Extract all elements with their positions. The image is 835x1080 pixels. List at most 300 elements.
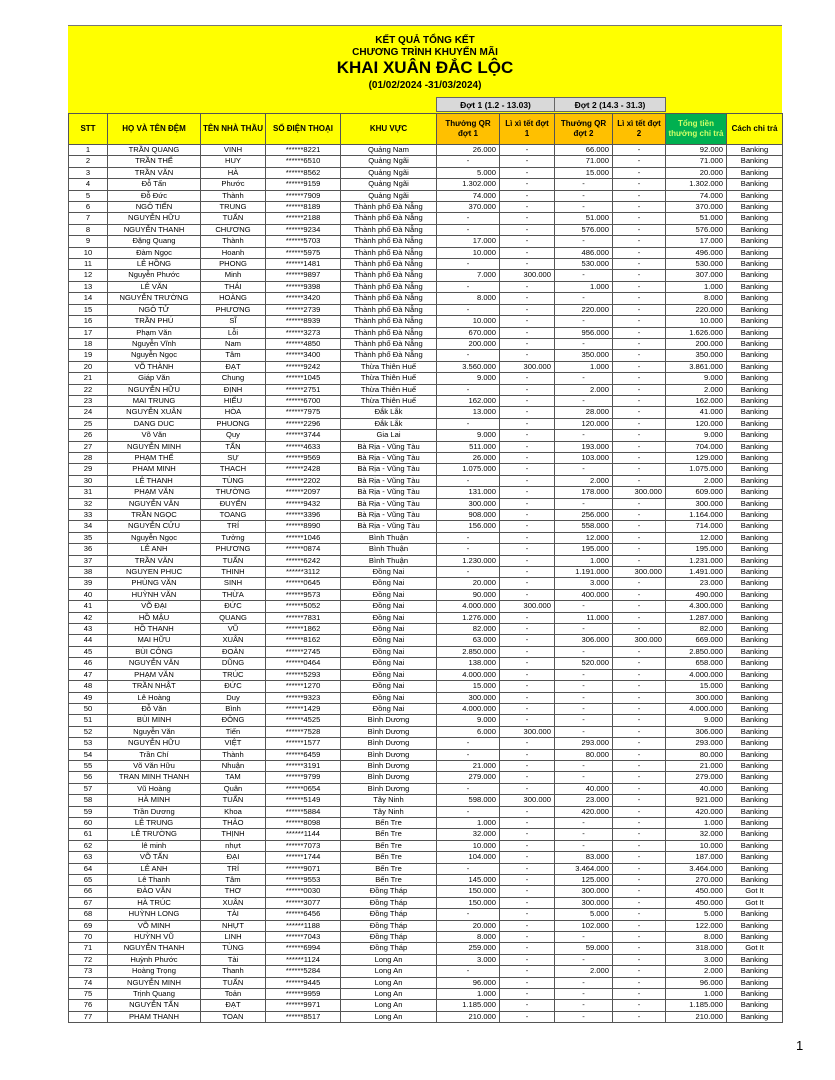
- cell-lixi2: -: [613, 954, 666, 965]
- cell-name: HÀ TRÚC: [108, 897, 201, 908]
- cell-total: 9.000: [666, 430, 727, 441]
- cell-name: LÊ VĂN: [108, 281, 201, 292]
- cell-phone: ******3273: [266, 327, 341, 338]
- cell-qr2: -: [555, 715, 613, 726]
- cell-phone: ******2428: [266, 464, 341, 475]
- cell-contractor: Toản: [201, 989, 266, 1000]
- cell-contractor: TUẤN: [201, 977, 266, 988]
- cell-total: 1.164.000: [666, 510, 727, 521]
- cell-total: 80.000: [666, 749, 727, 760]
- cell-total: 220.000: [666, 304, 727, 315]
- cell-qr2: -: [555, 293, 613, 304]
- cell-qr2: 1.000: [555, 361, 613, 372]
- cell-qr1: 1.276.000: [437, 612, 500, 623]
- table-row: [69, 1011, 783, 1022]
- cell-qr2: 3.464.000: [555, 863, 613, 874]
- cell-name: NGÔ TIẾN: [108, 202, 201, 213]
- cell-payment-method: Banking: [727, 304, 783, 315]
- cell-name: Lê Thanh: [108, 875, 201, 886]
- cell-stt: 16: [69, 316, 108, 327]
- cell-phone: ******9071: [266, 863, 341, 874]
- cell-region: Bà Rịa - Vũng Tàu: [341, 452, 437, 463]
- cell-qr1: 300.000: [437, 498, 500, 509]
- cell-stt: 58: [69, 795, 108, 806]
- table-row: [69, 418, 783, 429]
- cell-qr2: -: [555, 681, 613, 692]
- cell-contractor: TRÚC: [201, 669, 266, 680]
- col-qr2: Thưởng QR đợt 2: [555, 114, 613, 145]
- cell-name: NGÔ TỬ: [108, 304, 201, 315]
- cell-qr2: 486.000: [555, 247, 613, 258]
- cell-stt: 12: [69, 270, 108, 281]
- cell-lixi1: -: [500, 897, 555, 908]
- cell-contractor: THƯỜNG: [201, 487, 266, 498]
- cell-stt: 32: [69, 498, 108, 509]
- cell-contractor: TẤN: [201, 441, 266, 452]
- cell-total: 669.000: [666, 635, 727, 646]
- table-row: [69, 555, 783, 566]
- table-row: [69, 384, 783, 395]
- cell-lixi1: 300.000: [500, 270, 555, 281]
- cell-lixi2: 300.000: [613, 635, 666, 646]
- cell-name: Hoàng Trọng: [108, 966, 201, 977]
- cell-total: 530.000: [666, 259, 727, 270]
- cell-phone: ******0464: [266, 658, 341, 669]
- cell-contractor: HUY: [201, 156, 266, 167]
- cell-region: Đồng Nai: [341, 669, 437, 680]
- table-row: [69, 817, 783, 828]
- program-name: KHAI XUÂN ĐẮC LỘC: [336, 58, 514, 77]
- cell-stt: 63: [69, 852, 108, 863]
- cell-total: 1.075.000: [666, 464, 727, 475]
- cell-qr2: -: [555, 1011, 613, 1022]
- cell-phone: ******0030: [266, 886, 341, 897]
- cell-lixi2: 300.000: [613, 567, 666, 578]
- cell-total: 129.000: [666, 452, 727, 463]
- cell-phone: ******9159: [266, 179, 341, 190]
- cell-region: Tây Ninh: [341, 806, 437, 817]
- cell-total: 5.000: [666, 909, 727, 920]
- table-row: [69, 920, 783, 931]
- cell-qr2: 520.000: [555, 658, 613, 669]
- cell-lixi2: -: [613, 875, 666, 886]
- table-row: [69, 760, 783, 771]
- cell-lixi1: -: [500, 669, 555, 680]
- cell-qr1: 82.000: [437, 624, 500, 635]
- table-row: [69, 966, 783, 977]
- cell-phone: ******9799: [266, 772, 341, 783]
- cell-phone: ******2739: [266, 304, 341, 315]
- cell-region: Đồng Nai: [341, 624, 437, 635]
- cell-region: Thành phố Đà Nẵng: [341, 224, 437, 235]
- cell-lixi2: -: [613, 418, 666, 429]
- cell-phone: ******9234: [266, 224, 341, 235]
- cell-lixi1: -: [500, 772, 555, 783]
- cell-phone: ******6456: [266, 909, 341, 920]
- cell-payment-method: Banking: [727, 738, 783, 749]
- cell-lixi1: -: [500, 852, 555, 863]
- table-row: [69, 692, 783, 703]
- cell-payment-method: Banking: [727, 669, 783, 680]
- col-name: HỌ VÀ TÊN ĐỆM: [108, 114, 201, 145]
- table-row: [69, 977, 783, 988]
- cell-payment-method: Banking: [727, 578, 783, 589]
- cell-contractor: Hoanh: [201, 247, 266, 258]
- cell-region: Bình Dương: [341, 715, 437, 726]
- cell-lixi2: -: [613, 806, 666, 817]
- cell-phone: ******3396: [266, 510, 341, 521]
- cell-phone: ******6994: [266, 943, 341, 954]
- cell-contractor: TRUNG: [201, 202, 266, 213]
- cell-contractor: ĐẠI: [201, 852, 266, 863]
- cell-payment-method: Banking: [727, 156, 783, 167]
- cell-payment-method: Banking: [727, 475, 783, 486]
- cell-payment-method: Banking: [727, 692, 783, 703]
- cell-qr2: 59.000: [555, 943, 613, 954]
- cell-lixi2: -: [613, 624, 666, 635]
- cell-qr1: -: [437, 544, 500, 555]
- cell-lixi2: -: [613, 715, 666, 726]
- cell-payment-method: Got It: [727, 897, 783, 908]
- cell-qr1: 5.000: [437, 167, 500, 178]
- cell-qr2: 420.000: [555, 806, 613, 817]
- cell-lixi2: -: [613, 145, 666, 156]
- cell-lixi1: -: [500, 589, 555, 600]
- cell-lixi2: -: [613, 190, 666, 201]
- cell-stt: 9: [69, 236, 108, 247]
- cell-payment-method: Banking: [727, 236, 783, 247]
- cell-phone: ******1577: [266, 738, 341, 749]
- cell-phone: ******8221: [266, 145, 341, 156]
- cell-total: 450.000: [666, 886, 727, 897]
- table-row: [69, 145, 783, 156]
- cell-region: Bến Tre: [341, 852, 437, 863]
- cell-stt: 41: [69, 601, 108, 612]
- cell-lixi2: -: [613, 909, 666, 920]
- cell-qr1: -: [437, 738, 500, 749]
- cell-qr1: 26.000: [437, 452, 500, 463]
- cell-stt: 27: [69, 441, 108, 452]
- cell-phone: ******1481: [266, 259, 341, 270]
- cell-lixi2: -: [613, 703, 666, 714]
- cell-payment-method: Banking: [727, 783, 783, 794]
- cell-qr2: -: [555, 601, 613, 612]
- cell-stt: 61: [69, 829, 108, 840]
- cell-lixi2: -: [613, 373, 666, 384]
- cell-phone: ******9971: [266, 1000, 341, 1011]
- cell-qr1: -: [437, 281, 500, 292]
- table-row: [69, 487, 783, 498]
- cell-qr1: 200.000: [437, 338, 500, 349]
- table-row: [69, 293, 783, 304]
- cell-contractor: ĐỨC: [201, 601, 266, 612]
- cell-qr2: 71.000: [555, 156, 613, 167]
- cell-lixi2: -: [613, 213, 666, 224]
- cell-phone: ******5884: [266, 806, 341, 817]
- cell-qr1: -: [437, 783, 500, 794]
- cell-region: Đồng Tháp: [341, 932, 437, 943]
- cell-lixi2: -: [613, 384, 666, 395]
- cell-payment-method: Banking: [727, 521, 783, 532]
- cell-lixi2: -: [613, 612, 666, 623]
- cell-region: Thừa Thiên Huế: [341, 373, 437, 384]
- cell-total: 210.000: [666, 1011, 727, 1022]
- cell-contractor: SINH: [201, 578, 266, 589]
- cell-name: HUỲNH LONG: [108, 909, 201, 920]
- cell-total: 1.185.000: [666, 1000, 727, 1011]
- cell-qr1: -: [437, 532, 500, 543]
- cell-contractor: Khoa: [201, 806, 266, 817]
- cell-name: TRẦN VĂN: [108, 167, 201, 178]
- cell-lixi1: -: [500, 293, 555, 304]
- cell-total: 10.000: [666, 840, 727, 851]
- table-row: [69, 202, 783, 213]
- cell-region: Thành phố Đà Nẵng: [341, 213, 437, 224]
- cell-payment-method: Banking: [727, 715, 783, 726]
- cell-total: 17.000: [666, 236, 727, 247]
- cell-qr1: 2.850.000: [437, 646, 500, 657]
- cell-region: Đồng Nai: [341, 703, 437, 714]
- cell-qr2: -: [555, 977, 613, 988]
- cell-phone: ******5703: [266, 236, 341, 247]
- cell-phone: ******2202: [266, 475, 341, 486]
- cell-payment-method: Banking: [727, 920, 783, 931]
- cell-name: NGUYỄN HỮU: [108, 738, 201, 749]
- cell-total: 15.000: [666, 681, 727, 692]
- cell-qr2: 220.000: [555, 304, 613, 315]
- cell-payment-method: Banking: [727, 840, 783, 851]
- cell-total: 120.000: [666, 418, 727, 429]
- cell-total: 4.300.000: [666, 601, 727, 612]
- cell-lixi1: -: [500, 1000, 555, 1011]
- cell-name: Phạm Văn: [108, 327, 201, 338]
- cell-qr2: -: [555, 1000, 613, 1011]
- table-row: [69, 829, 783, 840]
- cell-stt: 75: [69, 989, 108, 1000]
- cell-phone: ******6459: [266, 749, 341, 760]
- cell-qr1: 156.000: [437, 521, 500, 532]
- cell-payment-method: Banking: [727, 373, 783, 384]
- table-row: [69, 190, 783, 201]
- cell-lixi1: -: [500, 544, 555, 555]
- cell-region: Long An: [341, 1000, 437, 1011]
- cell-lixi1: -: [500, 281, 555, 292]
- table-row: [69, 726, 783, 737]
- cell-payment-method: Banking: [727, 932, 783, 943]
- cell-lixi1: -: [500, 646, 555, 657]
- cell-region: Đồng Tháp: [341, 886, 437, 897]
- cell-lixi2: -: [613, 601, 666, 612]
- cell-qr2: -: [555, 989, 613, 1000]
- table-row: [69, 521, 783, 532]
- cell-stt: 34: [69, 521, 108, 532]
- cell-payment-method: Banking: [727, 487, 783, 498]
- cell-qr1: 63.000: [437, 635, 500, 646]
- cell-lixi2: -: [613, 532, 666, 543]
- cell-contractor: Tâm: [201, 350, 266, 361]
- cell-name: VÕ THÀNH: [108, 361, 201, 372]
- cell-lixi1: 300.000: [500, 361, 555, 372]
- cell-name: MAI HỮU: [108, 635, 201, 646]
- cell-lixi1: -: [500, 236, 555, 247]
- cell-region: Đồng Tháp: [341, 920, 437, 931]
- cell-qr1: 300.000: [437, 692, 500, 703]
- cell-region: Thành phố Đà Nẵng: [341, 293, 437, 304]
- cell-contractor: ĐẠT: [201, 361, 266, 372]
- cell-payment-method: Banking: [727, 795, 783, 806]
- cell-lixi2: -: [613, 430, 666, 441]
- cell-qr1: 7.000: [437, 270, 500, 281]
- cell-name: DANG DUC: [108, 418, 201, 429]
- cell-lixi2: -: [613, 886, 666, 897]
- cell-lixi2: -: [613, 179, 666, 190]
- cell-payment-method: Banking: [727, 259, 783, 270]
- cell-lixi1: -: [500, 681, 555, 692]
- cell-name: TRẦN NGỌC: [108, 510, 201, 521]
- cell-total: 200.000: [666, 338, 727, 349]
- cell-phone: ******7528: [266, 726, 341, 737]
- cell-lixi2: -: [613, 943, 666, 954]
- cell-qr2: -: [555, 338, 613, 349]
- cell-lixi1: -: [500, 316, 555, 327]
- col-phone: SỐ ĐIỆN THOẠI: [266, 114, 341, 145]
- cell-qr2: 11.000: [555, 612, 613, 623]
- cell-region: Bà Rịa - Vũng Tàu: [341, 464, 437, 475]
- cell-total: 921.000: [666, 795, 727, 806]
- cell-qr2: 120.000: [555, 418, 613, 429]
- cell-qr2: 83.000: [555, 852, 613, 863]
- cell-qr2: 28.000: [555, 407, 613, 418]
- cell-region: Quảng Ngãi: [341, 156, 437, 167]
- cell-region: Quảng Nam: [341, 145, 437, 156]
- cell-region: Đồng Nai: [341, 635, 437, 646]
- cell-name: NGUYỄN THANH: [108, 224, 201, 235]
- cell-phone: ******4850: [266, 338, 341, 349]
- cell-qr2: -: [555, 430, 613, 441]
- table-row: [69, 464, 783, 475]
- cell-total: 4.000.000: [666, 669, 727, 680]
- cell-qr2: -: [555, 760, 613, 771]
- cell-lixi1: -: [500, 817, 555, 828]
- cell-stt: 26: [69, 430, 108, 441]
- cell-lixi2: -: [613, 156, 666, 167]
- cell-region: Bình Thuận: [341, 555, 437, 566]
- cell-lixi2: -: [613, 350, 666, 361]
- cell-total: 195.000: [666, 544, 727, 555]
- cell-lixi2: -: [613, 1011, 666, 1022]
- cell-payment-method: Banking: [727, 989, 783, 1000]
- cell-payment-method: Banking: [727, 852, 783, 863]
- cell-name: NGUYỄN HỮU: [108, 213, 201, 224]
- cell-total: 162.000: [666, 395, 727, 406]
- cell-stt: 71: [69, 943, 108, 954]
- table-row: [69, 361, 783, 372]
- cell-qr2: 256.000: [555, 510, 613, 521]
- cell-name: HỒ MẬU: [108, 612, 201, 623]
- cell-qr1: 259.000: [437, 943, 500, 954]
- cell-name: Đặng Quang: [108, 236, 201, 247]
- cell-contractor: TÙNG: [201, 475, 266, 486]
- cell-qr1: -: [437, 863, 500, 874]
- cell-qr2: 956.000: [555, 327, 613, 338]
- cell-region: Đồng Nai: [341, 601, 437, 612]
- col-payment-method: Cách chi trả: [727, 114, 783, 145]
- table-row: [69, 578, 783, 589]
- cell-name: Đỗ Tấn: [108, 179, 201, 190]
- cell-lixi1: -: [500, 407, 555, 418]
- cell-payment-method: Banking: [727, 213, 783, 224]
- cell-payment-method: Banking: [727, 726, 783, 737]
- cell-total: 350.000: [666, 350, 727, 361]
- title-line-2: CHƯƠNG TRÌNH KHUYẾN MÃI: [352, 47, 498, 58]
- cell-region: Long An: [341, 966, 437, 977]
- cell-contractor: ĐOÀN: [201, 646, 266, 657]
- cell-total: 3.464.000: [666, 863, 727, 874]
- table-row: [69, 1000, 783, 1011]
- cell-qr2: -: [555, 726, 613, 737]
- cell-payment-method: Banking: [727, 327, 783, 338]
- cell-total: 187.000: [666, 852, 727, 863]
- table-row: [69, 863, 783, 874]
- table-row: [69, 281, 783, 292]
- cell-name: NGUYỄN TẤN: [108, 1000, 201, 1011]
- cell-contractor: THƠ: [201, 886, 266, 897]
- cell-stt: 46: [69, 658, 108, 669]
- cell-qr1: 3.560.000: [437, 361, 500, 372]
- table-row: [69, 749, 783, 760]
- cell-stt: 5: [69, 190, 108, 201]
- cell-total: 2.000: [666, 966, 727, 977]
- cell-phone: ******2097: [266, 487, 341, 498]
- cell-stt: 42: [69, 612, 108, 623]
- cell-name: Nguyễn Phước: [108, 270, 201, 281]
- cell-total: 20.000: [666, 167, 727, 178]
- table-row: [69, 875, 783, 886]
- cell-region: Đồng Nai: [341, 681, 437, 692]
- table-row: [69, 954, 783, 965]
- cell-qr1: 131.000: [437, 487, 500, 498]
- cell-payment-method: Banking: [727, 658, 783, 669]
- cell-lixi1: -: [500, 384, 555, 395]
- cell-contractor: nhựt: [201, 840, 266, 851]
- cell-payment-method: Banking: [727, 350, 783, 361]
- cell-phone: ******2751: [266, 384, 341, 395]
- cell-lixi2: -: [613, 760, 666, 771]
- cell-contractor: XUÂN: [201, 897, 266, 908]
- cell-lixi1: 300.000: [500, 726, 555, 737]
- cell-qr2: 2.000: [555, 966, 613, 977]
- cell-region: Đồng Nai: [341, 692, 437, 703]
- table-row: [69, 327, 783, 338]
- cell-stt: 70: [69, 932, 108, 943]
- cell-stt: 36: [69, 544, 108, 555]
- table-row: [69, 886, 783, 897]
- table-row: [69, 635, 783, 646]
- cell-contractor: TRÍ: [201, 863, 266, 874]
- cell-total: 10.000: [666, 316, 727, 327]
- cell-payment-method: Banking: [727, 452, 783, 463]
- cell-lixi2: -: [613, 304, 666, 315]
- cell-region: Thành phố Đà Nẵng: [341, 327, 437, 338]
- cell-stt: 10: [69, 247, 108, 258]
- cell-qr1: 145.000: [437, 875, 500, 886]
- cell-qr2: 195.000: [555, 544, 613, 555]
- cell-name: LÊ TRƯỜNG: [108, 829, 201, 840]
- cell-total: 1.000: [666, 817, 727, 828]
- cell-qr2: -: [555, 646, 613, 657]
- table-row: [69, 681, 783, 692]
- cell-lixi1: -: [500, 760, 555, 771]
